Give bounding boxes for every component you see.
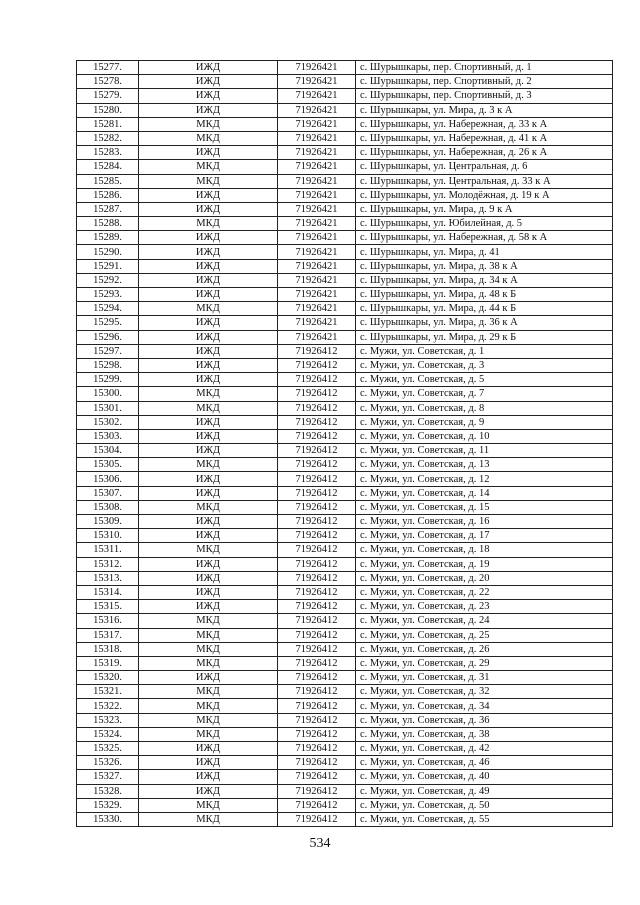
row-number-cell: 15300.	[77, 387, 139, 401]
housing-type-cell: ИЖД	[139, 571, 278, 585]
address-cell: с. Мужи, ул. Советская, д. 8	[356, 401, 613, 415]
table-row	[77, 302, 613, 316]
row-number-cell: 15287.	[77, 202, 139, 216]
oktmo-code-cell: 71926421	[278, 202, 356, 216]
address-cell: с. Мужи, ул. Советская, д. 46	[356, 756, 613, 770]
oktmo-code-cell: 71926421	[278, 259, 356, 273]
row-number-cell: 15307.	[77, 486, 139, 500]
address-cell: с. Шурышкары, ул. Мира, д. 29 к Б	[356, 330, 613, 344]
oktmo-code-cell: 71926412	[278, 770, 356, 784]
address-cell: с. Шурышкары, ул. Набережная, д. 41 к А	[356, 131, 613, 145]
oktmo-code-cell: 71926412	[278, 401, 356, 415]
address-cell: с. Мужи, ул. Советская, д. 5	[356, 373, 613, 387]
table-row	[77, 273, 613, 287]
address-cell: с. Мужи, ул. Советская, д. 36	[356, 713, 613, 727]
address-cell: с. Шурышкары, пер. Спортивный, д. 1	[356, 61, 613, 75]
housing-type-cell: МКД	[139, 217, 278, 231]
table-row	[77, 358, 613, 372]
row-number-cell: 15286.	[77, 188, 139, 202]
housing-type-cell: МКД	[139, 117, 278, 131]
table-row	[77, 75, 613, 89]
oktmo-code-cell: 71926421	[278, 217, 356, 231]
address-cell: с. Мужи, ул. Советская, д. 10	[356, 429, 613, 443]
row-number-cell: 15302.	[77, 415, 139, 429]
address-cell: с. Шурышкары, пер. Спортивный, д. 3	[356, 89, 613, 103]
address-cell: с. Мужи, ул. Советская, д. 3	[356, 358, 613, 372]
table-row	[77, 103, 613, 117]
oktmo-code-cell: 71926412	[278, 500, 356, 514]
housing-type-cell: ИЖД	[139, 444, 278, 458]
table-row	[77, 330, 613, 344]
housing-type-cell: ИЖД	[139, 742, 278, 756]
oktmo-code-cell: 71926421	[278, 146, 356, 160]
address-cell: с. Шурышкары, ул. Набережная, д. 58 к А	[356, 231, 613, 245]
oktmo-code-cell: 71926412	[278, 486, 356, 500]
housing-type-cell: МКД	[139, 685, 278, 699]
housing-type-cell: МКД	[139, 642, 278, 656]
address-cell: с. Шурышкары, ул. Молодёжная, д. 19 к А	[356, 188, 613, 202]
housing-type-cell: ИЖД	[139, 288, 278, 302]
table-row	[77, 387, 613, 401]
row-number-cell: 15304.	[77, 444, 139, 458]
oktmo-code-cell: 71926412	[278, 671, 356, 685]
table-row	[77, 515, 613, 529]
oktmo-code-cell: 71926421	[278, 160, 356, 174]
row-number-cell: 15289.	[77, 231, 139, 245]
table-row	[77, 500, 613, 514]
housing-type-cell: ИЖД	[139, 259, 278, 273]
housing-type-cell: МКД	[139, 798, 278, 812]
table-row	[77, 543, 613, 557]
housing-type-cell: ИЖД	[139, 770, 278, 784]
row-number-cell: 15322.	[77, 699, 139, 713]
housing-type-cell: МКД	[139, 812, 278, 826]
housing-type-cell: ИЖД	[139, 188, 278, 202]
housing-type-cell: МКД	[139, 458, 278, 472]
housing-type-cell: ИЖД	[139, 557, 278, 571]
row-number-cell: 15327.	[77, 770, 139, 784]
housing-type-cell: ИЖД	[139, 415, 278, 429]
housing-type-cell: ИЖД	[139, 486, 278, 500]
row-number-cell: 15278.	[77, 75, 139, 89]
housing-type-cell: ИЖД	[139, 358, 278, 372]
table-row	[77, 557, 613, 571]
address-cell: с. Мужи, ул. Советская, д. 23	[356, 600, 613, 614]
address-cell: с. Шурышкары, пер. Спортивный, д. 2	[356, 75, 613, 89]
address-cell: с. Шурышкары, ул. Мира, д. 3 к А	[356, 103, 613, 117]
table-row	[77, 614, 613, 628]
row-number-cell: 15309.	[77, 515, 139, 529]
address-cell: с. Мужи, ул. Советская, д. 25	[356, 628, 613, 642]
oktmo-code-cell: 71926421	[278, 89, 356, 103]
table-row	[77, 160, 613, 174]
oktmo-code-cell: 71926412	[278, 642, 356, 656]
table-row	[77, 245, 613, 259]
oktmo-code-cell: 71926421	[278, 75, 356, 89]
row-number-cell: 15330.	[77, 812, 139, 826]
row-number-cell: 15283.	[77, 146, 139, 160]
housing-type-cell: ИЖД	[139, 515, 278, 529]
oktmo-code-cell: 71926421	[278, 245, 356, 259]
table-row	[77, 798, 613, 812]
row-number-cell: 15323.	[77, 713, 139, 727]
address-cell: с. Мужи, ул. Советская, д. 11	[356, 444, 613, 458]
oktmo-code-cell: 71926412	[278, 713, 356, 727]
table-row	[77, 713, 613, 727]
oktmo-code-cell: 71926421	[278, 231, 356, 245]
address-cell: с. Шурышкары, ул. Мира, д. 44 к Б	[356, 302, 613, 316]
row-number-cell: 15314.	[77, 585, 139, 599]
row-number-cell: 15290.	[77, 245, 139, 259]
row-number-cell: 15297.	[77, 344, 139, 358]
oktmo-code-cell: 71926412	[278, 543, 356, 557]
oktmo-code-cell: 71926421	[278, 117, 356, 131]
oktmo-code-cell: 71926421	[278, 103, 356, 117]
housing-type-cell: МКД	[139, 500, 278, 514]
address-cell: с. Мужи, ул. Советская, д. 24	[356, 614, 613, 628]
row-number-cell: 15301.	[77, 401, 139, 415]
oktmo-code-cell: 71926412	[278, 529, 356, 543]
oktmo-code-cell: 71926412	[278, 656, 356, 670]
table-row	[77, 415, 613, 429]
row-number-cell: 15292.	[77, 273, 139, 287]
oktmo-code-cell: 71926421	[278, 174, 356, 188]
address-cell: с. Шурышкары, ул. Набережная, д. 33 к А	[356, 117, 613, 131]
address-cell: с. Мужи, ул. Советская, д. 29	[356, 656, 613, 670]
housing-type-cell: ИЖД	[139, 146, 278, 160]
row-number-cell: 15329.	[77, 798, 139, 812]
housing-type-cell: МКД	[139, 401, 278, 415]
row-number-cell: 15305.	[77, 458, 139, 472]
oktmo-code-cell: 71926412	[278, 798, 356, 812]
housing-type-cell: МКД	[139, 131, 278, 145]
row-number-cell: 15299.	[77, 373, 139, 387]
row-number-cell: 15317.	[77, 628, 139, 642]
address-cell: с. Мужи, ул. Советская, д. 42	[356, 742, 613, 756]
row-number-cell: 15285.	[77, 174, 139, 188]
row-number-cell: 15321.	[77, 685, 139, 699]
housing-type-cell: ИЖД	[139, 330, 278, 344]
oktmo-code-cell: 71926412	[278, 685, 356, 699]
table-row	[77, 472, 613, 486]
table-row	[77, 444, 613, 458]
address-cell: с. Мужи, ул. Советская, д. 55	[356, 812, 613, 826]
row-number-cell: 15312.	[77, 557, 139, 571]
housing-type-cell: МКД	[139, 160, 278, 174]
oktmo-code-cell: 71926412	[278, 472, 356, 486]
address-cell: с. Мужи, ул. Советская, д. 40	[356, 770, 613, 784]
address-cell: с. Мужи, ул. Советская, д. 15	[356, 500, 613, 514]
row-number-cell: 15277.	[77, 61, 139, 75]
housing-type-cell: МКД	[139, 302, 278, 316]
address-cell: с. Шурышкары, ул. Юбилейная, д. 5	[356, 217, 613, 231]
address-cell: с. Шурышкары, ул. Мира, д. 41	[356, 245, 613, 259]
oktmo-code-cell: 71926412	[278, 699, 356, 713]
housing-type-cell: ИЖД	[139, 103, 278, 117]
row-number-cell: 15311.	[77, 543, 139, 557]
address-cell: с. Шурышкары, ул. Мира, д. 48 к Б	[356, 288, 613, 302]
table-row	[77, 316, 613, 330]
oktmo-code-cell: 71926412	[278, 812, 356, 826]
oktmo-code-cell: 71926421	[278, 316, 356, 330]
row-number-cell: 15295.	[77, 316, 139, 330]
oktmo-code-cell: 71926421	[278, 61, 356, 75]
oktmo-code-cell: 71926412	[278, 756, 356, 770]
housing-type-cell: ИЖД	[139, 273, 278, 287]
row-number-cell: 15325.	[77, 742, 139, 756]
row-number-cell: 15326.	[77, 756, 139, 770]
table-row	[77, 784, 613, 798]
address-cell: с. Шурышкары, ул. Центральная, д. 6	[356, 160, 613, 174]
address-cell: с. Мужи, ул. Советская, д. 34	[356, 699, 613, 713]
oktmo-code-cell: 71926412	[278, 429, 356, 443]
row-number-cell: 15316.	[77, 614, 139, 628]
row-number-cell: 15293.	[77, 288, 139, 302]
row-number-cell: 15294.	[77, 302, 139, 316]
table-row	[77, 117, 613, 131]
table-row	[77, 188, 613, 202]
table-row	[77, 61, 613, 75]
oktmo-code-cell: 71926412	[278, 614, 356, 628]
housing-type-cell: ИЖД	[139, 89, 278, 103]
row-number-cell: 15328.	[77, 784, 139, 798]
table-row	[77, 401, 613, 415]
table-row	[77, 89, 613, 103]
row-number-cell: 15320.	[77, 671, 139, 685]
oktmo-code-cell: 71926421	[278, 288, 356, 302]
row-number-cell: 15324.	[77, 727, 139, 741]
registry-table	[76, 60, 613, 827]
housing-type-cell: МКД	[139, 543, 278, 557]
address-cell: с. Мужи, ул. Советская, д. 20	[356, 571, 613, 585]
table-row	[77, 770, 613, 784]
table-row	[77, 458, 613, 472]
row-number-cell: 15280.	[77, 103, 139, 117]
housing-type-cell: ИЖД	[139, 429, 278, 443]
row-number-cell: 15281.	[77, 117, 139, 131]
oktmo-code-cell: 71926412	[278, 373, 356, 387]
table-row	[77, 642, 613, 656]
housing-type-cell: ИЖД	[139, 373, 278, 387]
oktmo-code-cell: 71926412	[278, 458, 356, 472]
housing-type-cell: ИЖД	[139, 600, 278, 614]
address-cell: с. Шурышкары, ул. Мира, д. 9 к А	[356, 202, 613, 216]
housing-type-cell: ИЖД	[139, 245, 278, 259]
oktmo-code-cell: 71926412	[278, 571, 356, 585]
oktmo-code-cell: 71926421	[278, 131, 356, 145]
table-row	[77, 146, 613, 160]
address-cell: с. Мужи, ул. Советская, д. 1	[356, 344, 613, 358]
address-cell: с. Мужи, ул. Советская, д. 13	[356, 458, 613, 472]
address-cell: с. Мужи, ул. Советская, д. 26	[356, 642, 613, 656]
row-number-cell: 15310.	[77, 529, 139, 543]
oktmo-code-cell: 71926412	[278, 358, 356, 372]
row-number-cell: 15282.	[77, 131, 139, 145]
address-cell: с. Шурышкары, ул. Мира, д. 34 к А	[356, 273, 613, 287]
table-row	[77, 756, 613, 770]
oktmo-code-cell: 71926412	[278, 415, 356, 429]
address-cell: с. Мужи, ул. Советская, д. 19	[356, 557, 613, 571]
housing-type-cell: ИЖД	[139, 231, 278, 245]
housing-type-cell: ИЖД	[139, 202, 278, 216]
table-row	[77, 600, 613, 614]
table-row	[77, 742, 613, 756]
table-body	[77, 61, 613, 827]
address-cell: с. Мужи, ул. Советская, д. 7	[356, 387, 613, 401]
table-row	[77, 656, 613, 670]
housing-type-cell: ИЖД	[139, 784, 278, 798]
address-cell: с. Мужи, ул. Советская, д. 16	[356, 515, 613, 529]
housing-type-cell: ИЖД	[139, 671, 278, 685]
address-cell: с. Мужи, ул. Советская, д. 12	[356, 472, 613, 486]
housing-type-cell: ИЖД	[139, 61, 278, 75]
housing-type-cell: ИЖД	[139, 529, 278, 543]
housing-type-cell: ИЖД	[139, 344, 278, 358]
table-row	[77, 344, 613, 358]
table-row	[77, 131, 613, 145]
housing-type-cell: МКД	[139, 628, 278, 642]
table-row	[77, 571, 613, 585]
row-number-cell: 15306.	[77, 472, 139, 486]
oktmo-code-cell: 71926412	[278, 600, 356, 614]
address-cell: с. Мужи, ул. Советская, д. 50	[356, 798, 613, 812]
housing-type-cell: МКД	[139, 174, 278, 188]
table-row	[77, 812, 613, 826]
table-row	[77, 529, 613, 543]
oktmo-code-cell: 71926412	[278, 444, 356, 458]
housing-type-cell: МКД	[139, 387, 278, 401]
table-row	[77, 727, 613, 741]
table-row	[77, 231, 613, 245]
address-cell: с. Мужи, ул. Советская, д. 17	[356, 529, 613, 543]
housing-type-cell: ИЖД	[139, 585, 278, 599]
address-cell: с. Мужи, ул. Советская, д. 38	[356, 727, 613, 741]
oktmo-code-cell: 71926421	[278, 273, 356, 287]
row-number-cell: 15315.	[77, 600, 139, 614]
address-cell: с. Мужи, ул. Советская, д. 49	[356, 784, 613, 798]
table-row	[77, 217, 613, 231]
table-row	[77, 259, 613, 273]
housing-type-cell: МКД	[139, 656, 278, 670]
address-cell: с. Мужи, ул. Советская, д. 31	[356, 671, 613, 685]
oktmo-code-cell: 71926412	[278, 742, 356, 756]
oktmo-code-cell: 71926412	[278, 515, 356, 529]
page-number: 534	[309, 836, 331, 851]
table-row	[77, 671, 613, 685]
table-row	[77, 486, 613, 500]
table-row	[77, 628, 613, 642]
oktmo-code-cell: 71926421	[278, 302, 356, 316]
table-row	[77, 373, 613, 387]
address-cell: с. Шурышкары, ул. Мира, д. 38 к А	[356, 259, 613, 273]
housing-type-cell: ИЖД	[139, 316, 278, 330]
address-cell: с. Шурышкары, ул. Мира, д. 36 к А	[356, 316, 613, 330]
oktmo-code-cell: 71926412	[278, 628, 356, 642]
row-number-cell: 15291.	[77, 259, 139, 273]
row-number-cell: 15284.	[77, 160, 139, 174]
table-row	[77, 685, 613, 699]
oktmo-code-cell: 71926412	[278, 585, 356, 599]
oktmo-code-cell: 71926412	[278, 344, 356, 358]
row-number-cell: 15308.	[77, 500, 139, 514]
table-row	[77, 429, 613, 443]
housing-type-cell: ИЖД	[139, 75, 278, 89]
table-row	[77, 699, 613, 713]
table-row	[77, 174, 613, 188]
oktmo-code-cell: 71926421	[278, 330, 356, 344]
table-row	[77, 288, 613, 302]
row-number-cell: 15288.	[77, 217, 139, 231]
oktmo-code-cell: 71926412	[278, 784, 356, 798]
housing-type-cell: ИЖД	[139, 472, 278, 486]
housing-type-cell: МКД	[139, 713, 278, 727]
oktmo-code-cell: 71926412	[278, 387, 356, 401]
row-number-cell: 15296.	[77, 330, 139, 344]
oktmo-code-cell: 71926412	[278, 727, 356, 741]
housing-type-cell: МКД	[139, 614, 278, 628]
address-cell: с. Шурышкары, ул. Центральная, д. 33 к А	[356, 174, 613, 188]
row-number-cell: 15319.	[77, 656, 139, 670]
row-number-cell: 15298.	[77, 358, 139, 372]
table-row	[77, 202, 613, 216]
address-cell: с. Мужи, ул. Советская, д. 18	[356, 543, 613, 557]
address-cell: с. Шурышкары, ул. Набережная, д. 26 к А	[356, 146, 613, 160]
oktmo-code-cell: 71926412	[278, 557, 356, 571]
row-number-cell: 15313.	[77, 571, 139, 585]
oktmo-code-cell: 71926421	[278, 188, 356, 202]
row-number-cell: 15318.	[77, 642, 139, 656]
address-cell: с. Мужи, ул. Советская, д. 22	[356, 585, 613, 599]
row-number-cell: 15303.	[77, 429, 139, 443]
housing-type-cell: МКД	[139, 699, 278, 713]
address-cell: с. Мужи, ул. Советская, д. 32	[356, 685, 613, 699]
row-number-cell: 15279.	[77, 89, 139, 103]
address-cell: с. Мужи, ул. Советская, д. 14	[356, 486, 613, 500]
housing-type-cell: МКД	[139, 727, 278, 741]
table-row	[77, 585, 613, 599]
address-cell: с. Мужи, ул. Советская, д. 9	[356, 415, 613, 429]
housing-type-cell: ИЖД	[139, 756, 278, 770]
